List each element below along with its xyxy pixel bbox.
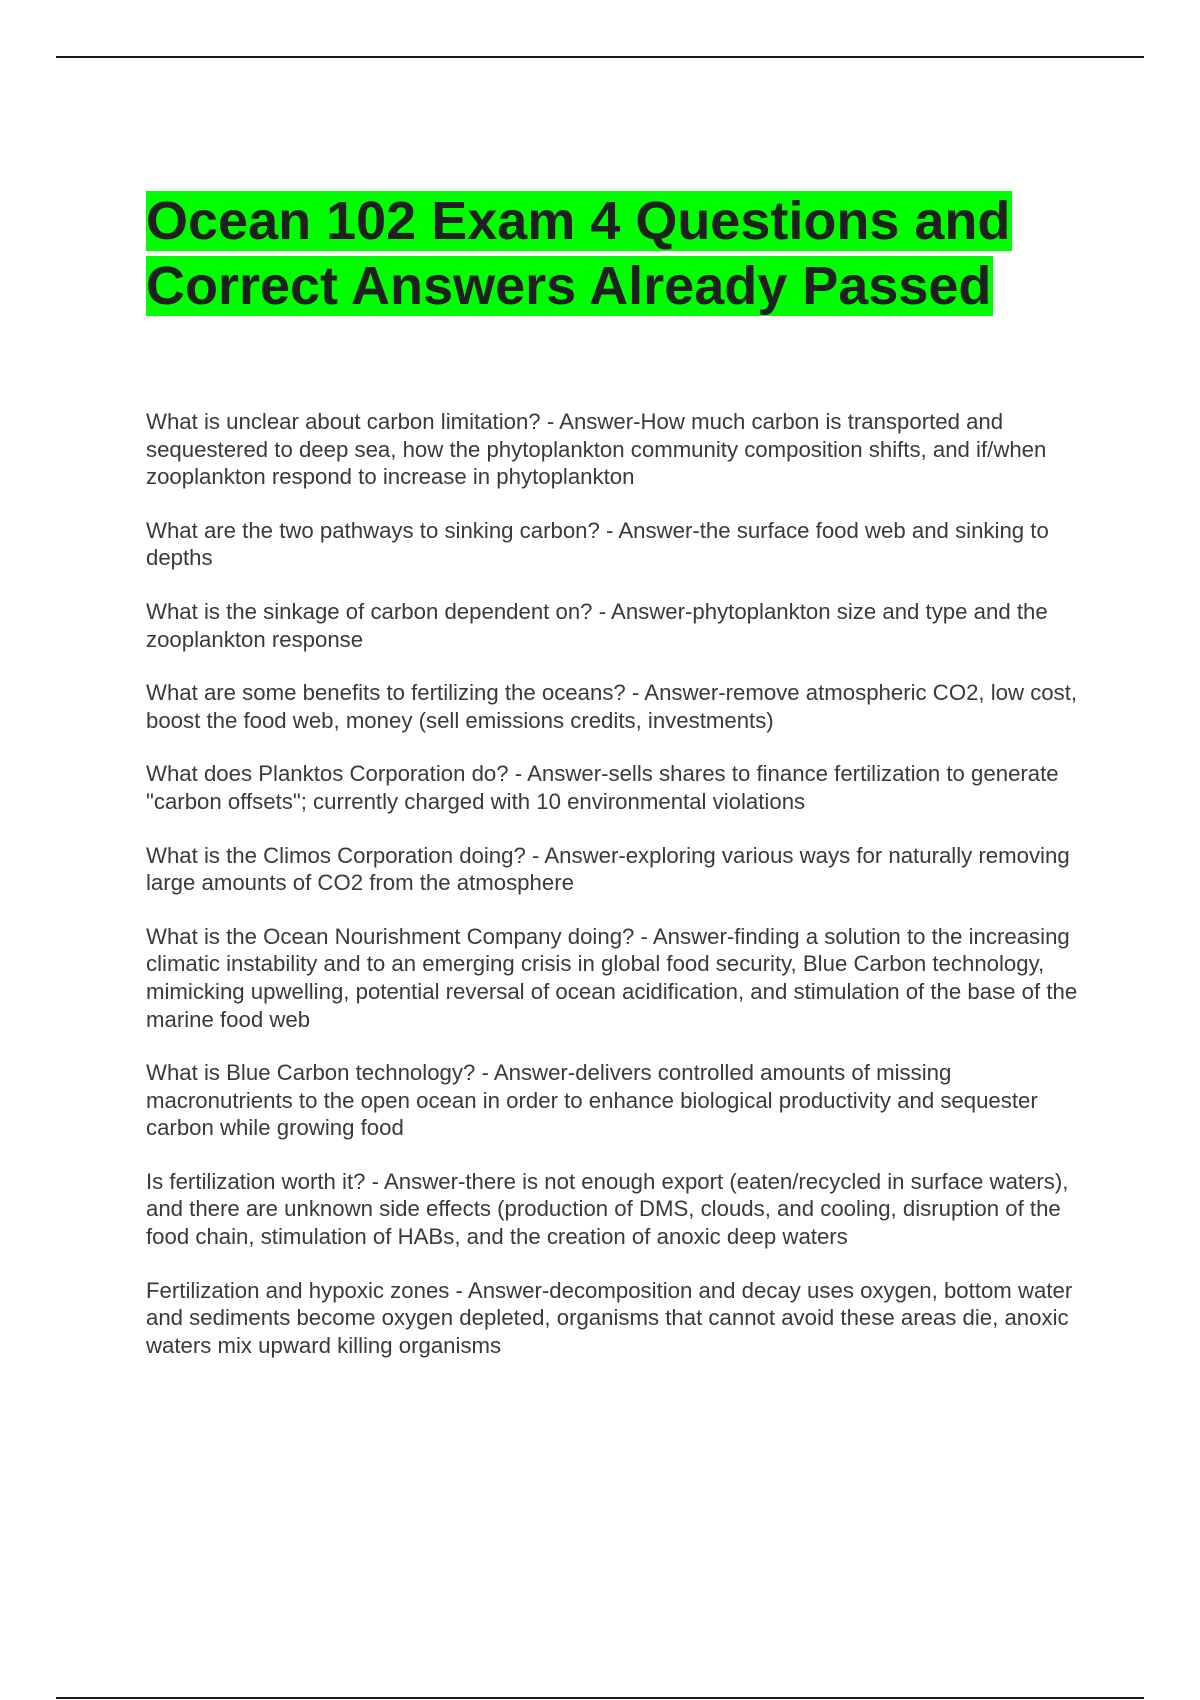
- qa-separator: -: [540, 409, 560, 434]
- answer-text: there is not enough export (eaten/recycled in surface waters), and there are unknown side effects (production of DMS, clouds, and cooling, disruption of the food chain, stimulation of HABs, and the creation of anoxic deep waters: [146, 1168, 1069, 1250]
- qa-separator: -: [508, 761, 528, 787]
- qa-item: [146, 1277, 1086, 1360]
- qa-item: [146, 517, 1086, 572]
- answer-prefix: Answer-: [611, 598, 693, 624]
- qa-separator: -: [592, 598, 612, 624]
- question-text: What is the Ocean Nourishment Company doing?: [146, 923, 635, 949]
- qa-item: [146, 679, 1086, 734]
- question-text: What is Blue Carbon technology?: [146, 1060, 476, 1086]
- answer-prefix: Answer-: [527, 761, 609, 787]
- qa-separator: -: [475, 1060, 494, 1086]
- document-title: [146, 189, 1046, 319]
- top-rule: [56, 56, 1144, 58]
- answer-prefix: Answer-: [384, 1168, 466, 1194]
- answer-prefix: Answer-: [559, 409, 641, 434]
- answer-text: the surface food web and sinking to depths: [146, 517, 1049, 571]
- answer-prefix: Answer-: [652, 923, 735, 949]
- answer-text: phytoplankton size and type and the zooplankton response: [146, 598, 1048, 652]
- qa-separator: -: [625, 680, 645, 706]
- answer-text: finding a solution to the increasing climatic instability and to an emerging crisis in global food security, Blue Carbon technology, mimicking upwelling, potential reversal of ocean acidification, and stimulation of the base of the marine food web: [146, 923, 1078, 1032]
- qa-item: [146, 923, 1086, 1033]
- question-text: What is unclear about carbon limitation?: [146, 409, 541, 434]
- question-text: What are some benefits to fertilizing the oceans?: [146, 680, 626, 706]
- answer-text: decomposition and decay uses oxygen, bottom water and sediments become oxygen depleted, organisms that cannot avoid these areas die, anoxic waters mix upward killing organisms: [146, 1277, 1073, 1358]
- qa-separator: -: [365, 1168, 384, 1194]
- question-text: What are the two pathways to sinking carbon?: [146, 517, 600, 543]
- answer-text: delivers controlled amounts of missing macronutrients to the open ocean in order to enhance biological productivity and sequester carbon while growing food: [146, 1060, 1038, 1141]
- title-highlight: Ocean 102 Exam 4 Questions and Correct Answers Already Passed: [146, 191, 1011, 316]
- question-text: Fertilization and hypoxic zones: [146, 1277, 450, 1303]
- qa-item: [146, 760, 1086, 815]
- question-text: What does Planktos Corporation do?: [146, 761, 509, 787]
- answer-text: exploring various ways for naturally removing large amounts of CO2 from the atmosphere: [146, 842, 1070, 896]
- question-text: Is fertilization worth it?: [146, 1168, 366, 1194]
- qa-separator: -: [599, 517, 619, 543]
- question-text: What is the sinkage of carbon dependent on?: [146, 598, 593, 624]
- answer-prefix: Answer-: [493, 1060, 576, 1086]
- qa-item: [146, 408, 1086, 491]
- qa-separator: -: [449, 1277, 468, 1303]
- qa-item: [146, 842, 1086, 897]
- qa-item: [146, 1168, 1086, 1251]
- question-text: What is the Climos Corporation doing?: [146, 842, 526, 868]
- qa-item: [146, 1059, 1086, 1142]
- qa-list: [146, 408, 1086, 1385]
- answer-text: sells shares to finance fertilization to generate "carbon offsets"; currently charged with 10 environmental violations: [146, 761, 1059, 814]
- bottom-rule: [56, 1697, 1144, 1699]
- document-title-block: [146, 189, 1046, 319]
- qa-separator: -: [634, 923, 653, 949]
- answer-prefix: Answer-: [644, 680, 726, 706]
- qa-separator: -: [525, 842, 545, 868]
- qa-item: [146, 598, 1086, 653]
- answer-text: How much carbon is transported and sequestered to deep sea, how the phytoplankton community composition shifts, and if/when zooplankton respond to increase in phytoplankton: [146, 409, 1047, 490]
- answer-prefix: Answer-: [618, 517, 700, 543]
- answer-prefix: Answer-: [467, 1277, 550, 1303]
- answer-text: remove atmospheric CO2, low cost, boost the food web, money (sell emissions credits, investments): [146, 680, 1078, 733]
- answer-prefix: Answer-: [544, 842, 626, 868]
